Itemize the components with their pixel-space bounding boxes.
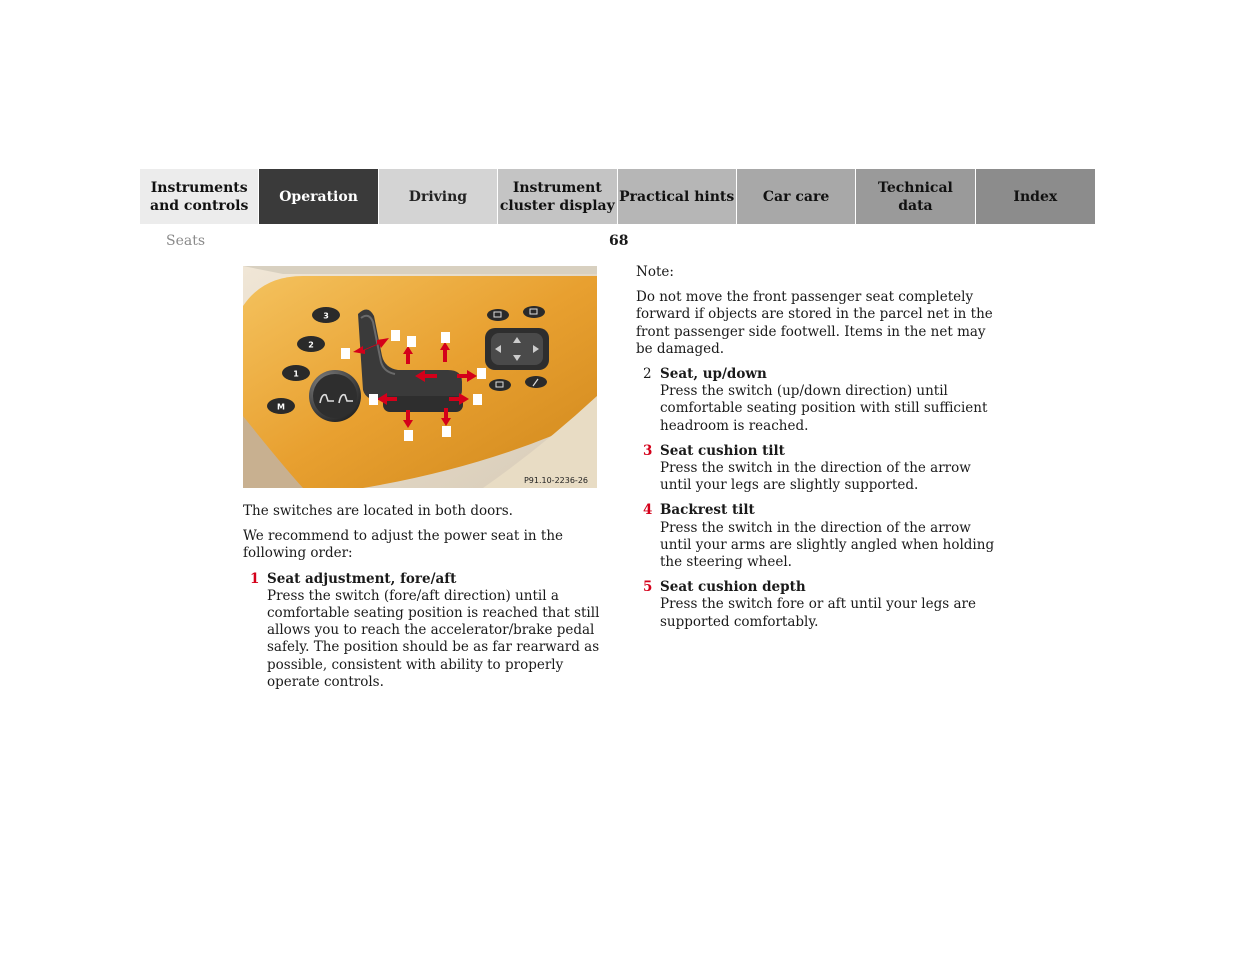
mirror-adjust-switch-icon [485, 328, 549, 370]
right-column [636, 264, 996, 631]
item-title: Seat cushion depth [660, 579, 806, 596]
memory-button-3 [312, 307, 340, 323]
paragraph-switch-location: The switches are located in both doors. [243, 503, 513, 519]
svg-text:1: 1 [293, 369, 299, 379]
list-item [636, 579, 996, 631]
mirror-select-left-icon [487, 309, 509, 321]
page-number: 68 [609, 233, 629, 249]
tab-instruments-and-controls[interactable]: Instruments and controls [140, 169, 259, 224]
svg-text:3: 3 [323, 311, 329, 321]
memory-button-1 [282, 365, 310, 381]
tab-practical-hints[interactable]: Practical hints [618, 169, 737, 224]
door-panel-image [243, 266, 597, 488]
seat-switch-illustration [243, 266, 597, 488]
note-text: Do not move the front passenger seat completely forward if objects are stored in the parcel net in the front passenger side footwell. Items in the net may be damaged. [636, 289, 993, 357]
section-title: Seats [166, 233, 206, 249]
item-title: Seat, up/down [660, 366, 767, 383]
list-item [636, 366, 996, 435]
seat-heater-switch-icon [309, 370, 361, 422]
tab-technical-data[interactable]: Technical data [856, 169, 975, 224]
item-body: Press the switch in the direction of the arrow until your arms are slightly angled when holding the steering wheel. [660, 519, 995, 571]
item-number: 1 [250, 570, 260, 587]
item-body: Press the switch (fore/aft direction) until a comfortable seating position is reached that still allows you to reach the accelerator/brake pedal safely. The position should be as far rearward as possible, consistent with ability to properly operate controls. [267, 587, 600, 690]
item-number: 3 [643, 442, 653, 459]
tab-index[interactable]: Index [976, 169, 1095, 224]
svg-text:2: 2 [308, 340, 314, 350]
tab-car-care[interactable]: Car care [737, 169, 856, 224]
svg-text:M: M [277, 402, 285, 412]
left-column [243, 503, 603, 691]
note-label: Note: [636, 264, 674, 280]
item-body: Press the switch fore or aft until your legs are supported comfortably. [660, 596, 976, 630]
list-item [636, 502, 996, 571]
headrest-switch-icon [489, 379, 511, 391]
tab-instrument-cluster-display[interactable]: Instrument cluster display [498, 169, 617, 224]
paragraph-recommendation: We recommend to adjust the power seat in the following order: [243, 528, 564, 562]
list-item [243, 571, 603, 691]
tab-operation[interactable]: Operation [259, 169, 378, 224]
item-title: Backrest tilt [660, 502, 755, 519]
item-number: 2 [643, 366, 652, 383]
lumbar-switch-icon [525, 376, 547, 388]
list-item [636, 443, 996, 495]
item-title: Seat adjustment, fore/aft [267, 570, 457, 587]
tab-driving[interactable]: Driving [379, 169, 498, 224]
figure-code: P91.10-2236-26 [523, 476, 588, 485]
chapter-tabs [140, 169, 1095, 224]
item-body: Press the switch in the direction of the arrow until your legs are slightly supported. [660, 460, 971, 494]
item-number: 5 [643, 579, 653, 596]
item-title: Seat cushion tilt [660, 442, 785, 459]
item-body: Press the switch (up/down direction) until comfortable seating position with still sufficient headroom is reached. [660, 383, 988, 434]
item-number: 4 [643, 502, 653, 519]
memory-button-m [267, 398, 295, 414]
mirror-select-right-icon [523, 306, 545, 318]
memory-button-2 [297, 336, 325, 352]
